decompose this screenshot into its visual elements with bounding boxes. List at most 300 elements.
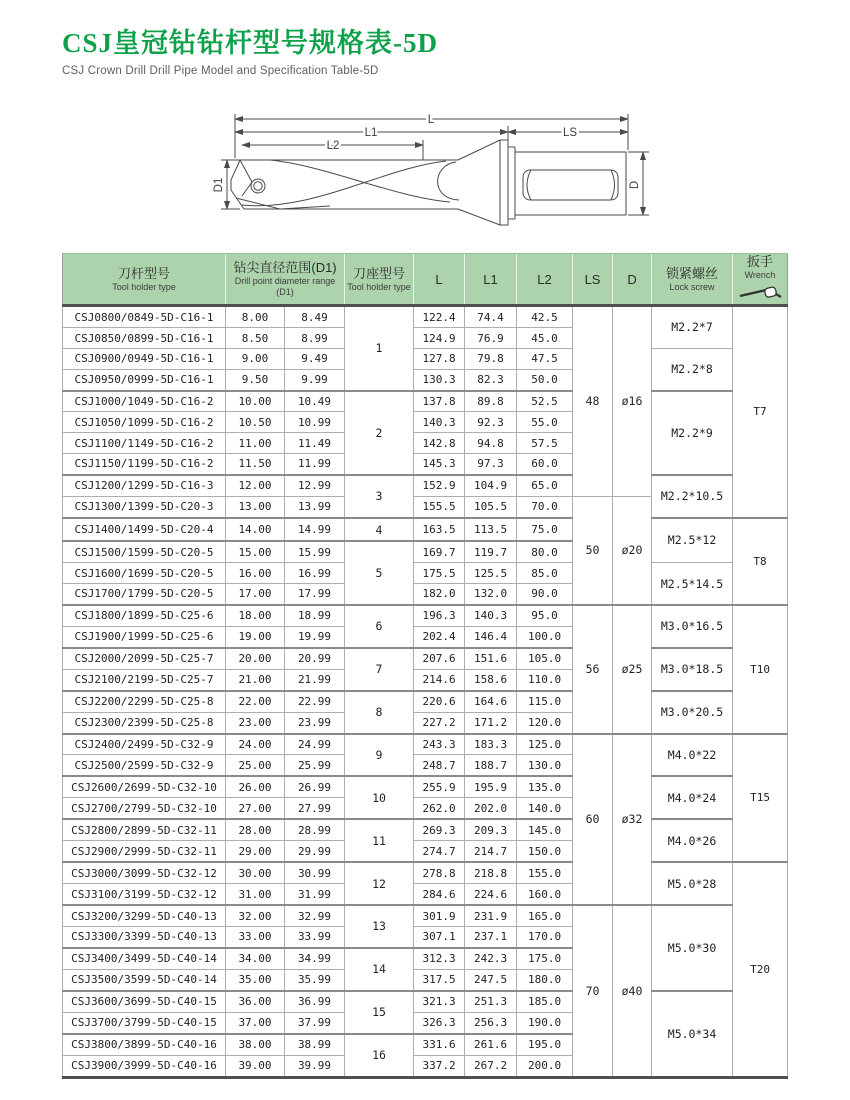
length-L2-cell: 165.0: [517, 905, 573, 926]
title-block: [62, 26, 438, 77]
d1-max-cell: 26.99: [285, 776, 345, 797]
model-cell: CSJ3000/3099-5D-C32-12: [63, 862, 226, 883]
length-L1-cell: 224.6: [465, 884, 517, 905]
length-L2-cell: 135.0: [517, 776, 573, 797]
length-L-cell: 182.0: [414, 583, 465, 604]
d1-min-cell: 20.00: [226, 648, 285, 669]
d1-min-cell: 11.00: [226, 433, 285, 454]
d1-min-cell: 23.00: [226, 712, 285, 733]
spec-row: [63, 819, 788, 840]
length-L-cell: 284.6: [414, 884, 465, 905]
d1-max-cell: 28.99: [285, 819, 345, 840]
length-L1-cell: 113.5: [465, 518, 517, 542]
d1-min-cell: 8.50: [226, 328, 285, 349]
length-L-cell: 137.8: [414, 391, 465, 412]
length-L2-cell: 130.0: [517, 755, 573, 776]
d1-min-cell: 9.00: [226, 348, 285, 369]
seat-type-cell: 1: [345, 306, 414, 391]
length-L1-cell: 132.0: [465, 583, 517, 604]
seat-type-cell: 13: [345, 905, 414, 948]
length-L-cell: 274.7: [414, 841, 465, 862]
seat-type-cell: 10: [345, 776, 414, 819]
length-L-cell: 152.9: [414, 475, 465, 496]
d1-min-cell: 24.00: [226, 734, 285, 755]
length-L1-cell: 202.0: [465, 798, 517, 819]
col-header-seat-cn: 刀座型号: [353, 265, 406, 281]
length-L-cell: 207.6: [414, 648, 465, 669]
length-L-cell: 317.5: [414, 969, 465, 990]
spec-row: [63, 776, 788, 797]
model-cell: CSJ1050/1099-5D-C16-2: [63, 412, 226, 433]
model-cell: CSJ1150/1199-5D-C16-2: [63, 453, 226, 474]
model-cell: CSJ3600/3699-5D-C40-15: [63, 991, 226, 1012]
length-L1-cell: 76.9: [465, 328, 517, 349]
d1-max-cell: 20.99: [285, 648, 345, 669]
model-cell: CSJ3200/3299-5D-C40-13: [63, 905, 226, 926]
d1-max-cell: 30.99: [285, 862, 345, 883]
seat-type-cell: 12: [345, 862, 414, 905]
col-header-tool-holder-cn: 刀杆型号: [117, 265, 170, 281]
d1-max-cell: 33.99: [285, 926, 345, 947]
length-L2-cell: 85.0: [517, 563, 573, 584]
length-L2-cell: 175.0: [517, 948, 573, 969]
seat-type-cell: 16: [345, 1034, 414, 1078]
d1-max-cell: 31.99: [285, 884, 345, 905]
model-cell: CSJ0800/0849-5D-C16-1: [63, 306, 226, 328]
d1-max-cell: 8.99: [285, 328, 345, 349]
length-L2-cell: 115.0: [517, 691, 573, 712]
length-L1-cell: 214.7: [465, 841, 517, 862]
length-L-cell: 301.9: [414, 905, 465, 926]
model-cell: CSJ2900/2999-5D-C32-11: [63, 841, 226, 862]
length-L1-cell: 140.3: [465, 605, 517, 626]
spec-row: [63, 905, 788, 926]
lock-screw-cell: M2.2*9: [652, 391, 733, 475]
col-header-wrench-en: Wrench: [744, 270, 776, 280]
d1-min-cell: 15.00: [226, 541, 285, 562]
lock-screw-cell: M2.2*10.5: [652, 475, 733, 518]
col-header-drill-range: [226, 254, 345, 306]
model-cell: CSJ0850/0899-5D-C16-1: [63, 328, 226, 349]
length-L-cell: 331.6: [414, 1034, 465, 1055]
length-L2-cell: 57.5: [517, 433, 573, 454]
d1-min-cell: 11.50: [226, 453, 285, 474]
length-L1-cell: 218.8: [465, 862, 517, 883]
d1-max-cell: 34.99: [285, 948, 345, 969]
model-cell: CSJ1600/1699-5D-C20-5: [63, 563, 226, 584]
length-L-cell: 326.3: [414, 1012, 465, 1033]
ls-cell: 60: [573, 734, 613, 906]
length-L1-cell: 79.8: [465, 348, 517, 369]
length-L1-cell: 97.3: [465, 453, 517, 474]
d1-max-cell: 9.99: [285, 369, 345, 390]
length-L2-cell: 70.0: [517, 496, 573, 517]
d1-min-cell: 14.00: [226, 518, 285, 542]
col-header-lock-screw-cn: 锁紧螺丝: [666, 265, 719, 281]
length-L1-cell: 92.3: [465, 412, 517, 433]
length-L1-cell: 242.3: [465, 948, 517, 969]
length-L-cell: 145.3: [414, 453, 465, 474]
d1-min-cell: 31.00: [226, 884, 285, 905]
d1-max-cell: 21.99: [285, 669, 345, 690]
col-header-wrench-cn: 扳手: [747, 254, 774, 269]
length-L2-cell: 75.0: [517, 518, 573, 542]
model-cell: CSJ1200/1299-5D-C16-3: [63, 475, 226, 496]
table-header: [63, 254, 788, 306]
dim-label-L1: L1: [364, 127, 378, 139]
length-L1-cell: 237.1: [465, 926, 517, 947]
length-L1-cell: 119.7: [465, 541, 517, 562]
ls-cell: 50: [573, 496, 613, 605]
d1-min-cell: 38.00: [226, 1034, 285, 1055]
length-L-cell: 196.3: [414, 605, 465, 626]
length-L-cell: 227.2: [414, 712, 465, 733]
diameter-D-cell: ø20: [613, 496, 652, 605]
length-L2-cell: 140.0: [517, 798, 573, 819]
d1-max-cell: 14.99: [285, 518, 345, 542]
d1-min-cell: 18.00: [226, 605, 285, 626]
model-cell: CSJ1300/1399-5D-C20-3: [63, 496, 226, 517]
lock-screw-cell: M2.2*7: [652, 306, 733, 349]
model-cell: CSJ1500/1599-5D-C20-5: [63, 541, 226, 562]
d1-min-cell: 19.00: [226, 626, 285, 647]
dim-label-D1: D1: [213, 177, 225, 193]
seat-type-cell: 11: [345, 819, 414, 862]
d1-min-cell: 29.00: [226, 841, 285, 862]
length-L-cell: 312.3: [414, 948, 465, 969]
diameter-D-cell: ø25: [613, 605, 652, 734]
length-L2-cell: 190.0: [517, 1012, 573, 1033]
d1-max-cell: 29.99: [285, 841, 345, 862]
d1-max-cell: 13.99: [285, 496, 345, 517]
length-L1-cell: 94.8: [465, 433, 517, 454]
length-L1-cell: 171.2: [465, 712, 517, 733]
lock-screw-cell: M2.5*14.5: [652, 563, 733, 605]
ls-cell: 70: [573, 905, 613, 1077]
model-cell: CSJ1000/1049-5D-C16-2: [63, 391, 226, 412]
d1-min-cell: 21.00: [226, 669, 285, 690]
drill-drawing-svg: [178, 100, 678, 242]
lock-screw-cell: M3.0*18.5: [652, 648, 733, 691]
d1-max-cell: 8.49: [285, 306, 345, 328]
d1-max-cell: 39.99: [285, 1055, 345, 1077]
col-header-seat-en: Tool holder type: [347, 281, 411, 292]
d1-min-cell: 35.00: [226, 969, 285, 990]
length-L-cell: 243.3: [414, 734, 465, 755]
d1-min-cell: 9.50: [226, 369, 285, 390]
col-header-L1: L1: [465, 254, 517, 306]
spec-row: [63, 518, 788, 542]
length-L-cell: 220.6: [414, 691, 465, 712]
d1-max-cell: 24.99: [285, 734, 345, 755]
d1-max-cell: 12.99: [285, 475, 345, 496]
wrench-size-cell: T20: [733, 862, 788, 1077]
length-L2-cell: 105.0: [517, 648, 573, 669]
spec-row: [63, 391, 788, 412]
seat-type-cell: 2: [345, 391, 414, 475]
d1-min-cell: 34.00: [226, 948, 285, 969]
length-L2-cell: 45.0: [517, 328, 573, 349]
lock-screw-cell: M4.0*22: [652, 734, 733, 777]
model-cell: CSJ3700/3799-5D-C40-15: [63, 1012, 226, 1033]
model-cell: CSJ3100/3199-5D-C32-12: [63, 884, 226, 905]
ls-cell: 48: [573, 306, 613, 497]
length-L1-cell: 146.4: [465, 626, 517, 647]
length-L2-cell: 47.5: [517, 348, 573, 369]
length-L-cell: 155.5: [414, 496, 465, 517]
length-L2-cell: 52.5: [517, 391, 573, 412]
col-header-wrench: [733, 254, 788, 306]
length-L2-cell: 65.0: [517, 475, 573, 496]
seat-type-cell: 8: [345, 691, 414, 734]
d1-min-cell: 12.00: [226, 475, 285, 496]
model-cell: CSJ1900/1999-5D-C25-6: [63, 626, 226, 647]
d1-min-cell: 22.00: [226, 691, 285, 712]
table-body: [63, 306, 788, 1078]
length-L-cell: 307.1: [414, 926, 465, 947]
model-cell: CSJ3400/3499-5D-C40-14: [63, 948, 226, 969]
d1-min-cell: 17.00: [226, 583, 285, 604]
length-L1-cell: 164.6: [465, 691, 517, 712]
length-L2-cell: 50.0: [517, 369, 573, 390]
model-cell: CSJ2700/2799-5D-C32-10: [63, 798, 226, 819]
d1-min-cell: 27.00: [226, 798, 285, 819]
d1-max-cell: 17.99: [285, 583, 345, 604]
col-header-lock-screw: [652, 254, 733, 306]
col-header-tool-holder: [63, 254, 226, 306]
model-cell: CSJ3300/3399-5D-C40-13: [63, 926, 226, 947]
model-cell: CSJ2500/2599-5D-C32-9: [63, 755, 226, 776]
length-L1-cell: 261.6: [465, 1034, 517, 1055]
d1-min-cell: 10.00: [226, 391, 285, 412]
length-L2-cell: 80.0: [517, 541, 573, 562]
d1-min-cell: 8.00: [226, 306, 285, 328]
spec-row: [63, 734, 788, 755]
dim-label-L2: L2: [326, 140, 340, 152]
length-L-cell: 337.2: [414, 1055, 465, 1077]
d1-min-cell: 26.00: [226, 776, 285, 797]
d1-max-cell: 27.99: [285, 798, 345, 819]
d1-min-cell: 30.00: [226, 862, 285, 883]
length-L-cell: 140.3: [414, 412, 465, 433]
length-L2-cell: 170.0: [517, 926, 573, 947]
spec-row: [63, 563, 788, 584]
length-L2-cell: 125.0: [517, 734, 573, 755]
d1-max-cell: 25.99: [285, 755, 345, 776]
length-L1-cell: 82.3: [465, 369, 517, 390]
diameter-D-cell: ø40: [613, 905, 652, 1077]
col-header-LS: LS: [573, 254, 613, 306]
length-L-cell: 169.7: [414, 541, 465, 562]
col-header-tool-holder-en: Tool holder type: [112, 281, 176, 292]
length-L1-cell: 183.3: [465, 734, 517, 755]
length-L-cell: 163.5: [414, 518, 465, 542]
diameter-D-cell: ø32: [613, 734, 652, 906]
length-L2-cell: 155.0: [517, 862, 573, 883]
length-L-cell: 127.8: [414, 348, 465, 369]
dim-label-LS: LS: [562, 127, 578, 139]
length-L1-cell: 89.8: [465, 391, 517, 412]
d1-min-cell: 10.50: [226, 412, 285, 433]
dim-label-D: D: [629, 180, 641, 190]
lock-screw-cell: M4.0*24: [652, 776, 733, 819]
page-subtitle: CSJ Crown Drill Drill Pipe Model and Specification Table-5D: [62, 65, 379, 77]
lock-screw-cell: M2.2*8: [652, 348, 733, 390]
model-cell: CSJ1100/1149-5D-C16-2: [63, 433, 226, 454]
d1-max-cell: 22.99: [285, 691, 345, 712]
lock-screw-cell: M3.0*16.5: [652, 605, 733, 648]
d1-max-cell: 10.49: [285, 391, 345, 412]
length-L-cell: 124.9: [414, 328, 465, 349]
seat-type-cell: 14: [345, 948, 414, 991]
spec-row: [63, 991, 788, 1012]
length-L1-cell: 74.4: [465, 306, 517, 328]
d1-max-cell: 36.99: [285, 991, 345, 1012]
length-L1-cell: 247.5: [465, 969, 517, 990]
d1-min-cell: 16.00: [226, 563, 285, 584]
lock-screw-cell: M5.0*30: [652, 905, 733, 991]
ls-cell: 56: [573, 605, 613, 734]
length-L-cell: 130.3: [414, 369, 465, 390]
d1-max-cell: 11.49: [285, 433, 345, 454]
length-L2-cell: 145.0: [517, 819, 573, 840]
model-cell: CSJ1700/1799-5D-C20-5: [63, 583, 226, 604]
dim-label-L: L: [427, 114, 435, 126]
length-L-cell: 269.3: [414, 819, 465, 840]
d1-min-cell: 25.00: [226, 755, 285, 776]
d1-min-cell: 33.00: [226, 926, 285, 947]
d1-max-cell: 23.99: [285, 712, 345, 733]
d1-max-cell: 35.99: [285, 969, 345, 990]
length-L2-cell: 55.0: [517, 412, 573, 433]
lock-screw-cell: M5.0*34: [652, 991, 733, 1078]
length-L1-cell: 158.6: [465, 669, 517, 690]
spec-table: [62, 253, 788, 1079]
model-cell: CSJ2100/2199-5D-C25-7: [63, 669, 226, 690]
drill-technical-drawing: [178, 100, 678, 242]
seat-type-cell: 7: [345, 648, 414, 691]
spec-row: [63, 648, 788, 669]
d1-min-cell: 39.00: [226, 1055, 285, 1077]
length-L1-cell: 256.3: [465, 1012, 517, 1033]
model-cell: CSJ1400/1499-5D-C20-4: [63, 518, 226, 542]
length-L-cell: 175.5: [414, 563, 465, 584]
spec-row: [63, 862, 788, 883]
d1-max-cell: 16.99: [285, 563, 345, 584]
spec-row: [63, 475, 788, 496]
length-L2-cell: 95.0: [517, 605, 573, 626]
col-header-seat: [345, 254, 414, 306]
length-L1-cell: 267.2: [465, 1055, 517, 1077]
d1-max-cell: 11.99: [285, 453, 345, 474]
length-L-cell: 255.9: [414, 776, 465, 797]
spec-table-wrap: [62, 253, 788, 1079]
length-L-cell: 278.8: [414, 862, 465, 883]
length-L2-cell: 200.0: [517, 1055, 573, 1077]
seat-type-cell: 4: [345, 518, 414, 542]
spec-row: [63, 348, 788, 369]
length-L2-cell: 60.0: [517, 453, 573, 474]
d1-max-cell: 32.99: [285, 905, 345, 926]
diameter-D-cell: ø16: [613, 306, 652, 497]
length-L2-cell: 160.0: [517, 884, 573, 905]
wrench-size-cell: T15: [733, 734, 788, 863]
length-L-cell: 321.3: [414, 991, 465, 1012]
model-cell: CSJ2000/2099-5D-C25-7: [63, 648, 226, 669]
d1-min-cell: 13.00: [226, 496, 285, 517]
model-cell: CSJ3900/3999-5D-C40-16: [63, 1055, 226, 1077]
col-header-D: D: [613, 254, 652, 306]
length-L-cell: 202.4: [414, 626, 465, 647]
length-L2-cell: 120.0: [517, 712, 573, 733]
page-title: CSJ皇冠钻钻杆型号规格表-5D: [62, 28, 439, 58]
lock-screw-cell: M4.0*26: [652, 819, 733, 862]
length-L2-cell: 90.0: [517, 583, 573, 604]
d1-max-cell: 37.99: [285, 1012, 345, 1033]
lock-screw-cell: M5.0*28: [652, 862, 733, 905]
d1-min-cell: 36.00: [226, 991, 285, 1012]
model-cell: CSJ0950/0999-5D-C16-1: [63, 369, 226, 390]
length-L2-cell: 185.0: [517, 991, 573, 1012]
col-header-drill-range-en: Drill point diameter range (D1): [234, 276, 336, 297]
model-cell: CSJ3800/3899-5D-C40-16: [63, 1034, 226, 1055]
seat-type-cell: 9: [345, 734, 414, 777]
length-L1-cell: 195.9: [465, 776, 517, 797]
length-L-cell: 248.7: [414, 755, 465, 776]
length-L-cell: 122.4: [414, 306, 465, 328]
length-L2-cell: 180.0: [517, 969, 573, 990]
wrench-size-cell: T8: [733, 518, 788, 605]
seat-type-cell: 6: [345, 605, 414, 648]
wrench-icon: [735, 283, 785, 304]
model-cell: CSJ1800/1899-5D-C25-6: [63, 605, 226, 626]
seat-type-cell: 5: [345, 541, 414, 605]
wrench-size-cell: T10: [733, 605, 788, 734]
lock-screw-cell: M2.5*12: [652, 518, 733, 563]
d1-max-cell: 10.99: [285, 412, 345, 433]
length-L1-cell: 104.9: [465, 475, 517, 496]
length-L-cell: 262.0: [414, 798, 465, 819]
col-header-L2: L2: [517, 254, 573, 306]
length-L2-cell: 110.0: [517, 669, 573, 690]
length-L1-cell: 125.5: [465, 563, 517, 584]
model-cell: CSJ2200/2299-5D-C25-8: [63, 691, 226, 712]
length-L2-cell: 195.0: [517, 1034, 573, 1055]
wrench-size-cell: T7: [733, 306, 788, 518]
length-L1-cell: 209.3: [465, 819, 517, 840]
d1-max-cell: 38.99: [285, 1034, 345, 1055]
d1-max-cell: 15.99: [285, 541, 345, 562]
col-header-drill-range-cn: 钻尖直径范围(D1): [233, 260, 337, 275]
model-cell: CSJ2600/2699-5D-C32-10: [63, 776, 226, 797]
d1-max-cell: 9.49: [285, 348, 345, 369]
model-cell: CSJ2300/2399-5D-C25-8: [63, 712, 226, 733]
spec-row: [63, 306, 788, 328]
d1-max-cell: 19.99: [285, 626, 345, 647]
length-L1-cell: 231.9: [465, 905, 517, 926]
length-L1-cell: 188.7: [465, 755, 517, 776]
length-L2-cell: 100.0: [517, 626, 573, 647]
model-cell: CSJ2400/2499-5D-C32-9: [63, 734, 226, 755]
length-L-cell: 214.6: [414, 669, 465, 690]
length-L-cell: 142.8: [414, 433, 465, 454]
spec-row: [63, 605, 788, 626]
d1-max-cell: 18.99: [285, 605, 345, 626]
length-L1-cell: 151.6: [465, 648, 517, 669]
spec-row: [63, 691, 788, 712]
seat-type-cell: 15: [345, 991, 414, 1034]
length-L1-cell: 251.3: [465, 991, 517, 1012]
